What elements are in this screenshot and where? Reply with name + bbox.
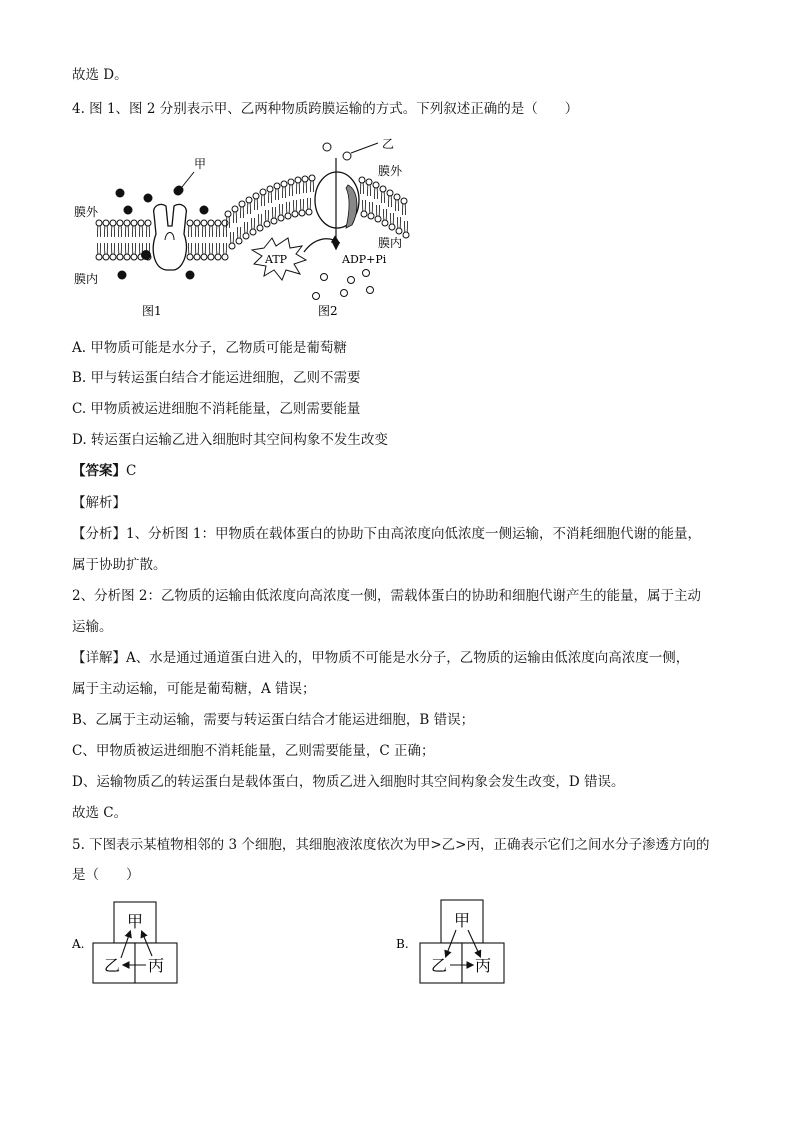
- answer-line: [72, 462, 136, 480]
- answer-tag: 【答案】: [72, 463, 126, 479]
- fig1-label-in: 膜内: [74, 272, 99, 286]
- detail-a: 【详解】A、水是通过通道蛋白进入的，甲物质不可能是水分子，乙物质的运输由低浓度向高浓度一侧，: [72, 650, 690, 666]
- q5-a-letter: A.: [72, 937, 85, 951]
- fig2-label-in: 膜内: [378, 236, 403, 250]
- detail-d: D、运输物质乙的转运蛋白是载体蛋白，物质乙进入细胞时其空间构象会发生改变，D 错误。: [72, 774, 625, 790]
- fig1-molecules-inside: [118, 271, 195, 280]
- q5-b-label-left: 乙: [431, 956, 448, 975]
- fig1-carrier-protein: [153, 204, 186, 270]
- fig1-label-out: 膜外: [74, 205, 99, 219]
- question-5-stem: 5. 下图表示某植物相邻的 3 个细胞，其细胞液浓度依次为甲>乙>丙，正确表示它们之间水分子渗透方向的: [72, 837, 710, 853]
- question-5-stem-cont: 是（ ）: [72, 867, 140, 883]
- fig2-adp-label: ADP+Pi: [342, 253, 387, 266]
- question-4-figures: [66, 130, 426, 325]
- detail-b: B、乙属于主动运输，需要与转运蛋白结合才能运进细胞，B 错误；: [72, 712, 475, 728]
- answer-value: C: [126, 463, 137, 479]
- question-4-stem: 4. 图 1、图 2 分别表示甲、乙两种物质跨膜运输的方式。下列叙述正确的是（ ）: [72, 101, 579, 117]
- detail-a-cont: 属于主动运输，可能是葡萄糖，A 错误；: [72, 681, 316, 697]
- option-c: C. 甲物质被运进细胞不消耗能量，乙则需要能量: [72, 401, 361, 417]
- conclusion: 故选 C。: [72, 805, 128, 821]
- fig2-molecules-outside: [323, 143, 351, 160]
- option-b: B. 甲与转运蛋白结合才能运进细胞，乙则不需要: [72, 370, 361, 386]
- q5-a-label-right: 丙: [148, 956, 165, 975]
- q5-option-b: [390, 896, 510, 988]
- q5-option-a: [66, 896, 186, 988]
- q5-b-label-right: 丙: [475, 956, 492, 975]
- fig2-label-out: 膜外: [378, 164, 403, 178]
- analysis-2-cont: 运输。: [72, 619, 113, 635]
- fig2-caption: 图2: [318, 304, 338, 318]
- fig1-label-jia: 甲: [194, 157, 207, 171]
- q5-a-label-left: 乙: [104, 956, 121, 975]
- analysis-tag: 【解析】: [72, 495, 126, 511]
- q5-a-label-top: 甲: [127, 912, 144, 931]
- q5-b-label-top: 甲: [454, 911, 471, 930]
- line-prev-answer: 故选 D。: [72, 67, 128, 83]
- analysis-2: 2、分析图 2：乙物质的运输由低浓度向高浓度一侧，需载体蛋白的协助和细胞代谢产生的能量，属于主动: [72, 588, 701, 604]
- figure-1: [74, 157, 228, 318]
- q5-b-letter: B.: [396, 937, 409, 951]
- option-d: D. 转运蛋白运输乙进入细胞时其空间构象不发生改变: [72, 432, 388, 448]
- option-a: A. 甲物质可能是水分子，乙物质可能是葡萄糖: [72, 340, 347, 356]
- detail-c: C、甲物质被运进细胞不消耗能量，乙则需要能量，C 正确；: [72, 743, 435, 759]
- analysis-1-cont: 属于协助扩散。: [72, 557, 167, 573]
- figure-2: [225, 137, 409, 318]
- fig1-caption: 图1: [142, 304, 162, 318]
- fig2-label-yi: 乙: [382, 137, 395, 151]
- analysis-1: 【分析】1、分析图 1：甲物质在载体蛋白的协助下由高浓度向低浓度一侧运输，不消耗细胞代谢的能量，: [72, 526, 701, 542]
- fig2-molecules-inside: [313, 270, 374, 300]
- fig1-molecule-bound: [141, 250, 151, 260]
- fig2-atp-label: ATP: [265, 253, 288, 266]
